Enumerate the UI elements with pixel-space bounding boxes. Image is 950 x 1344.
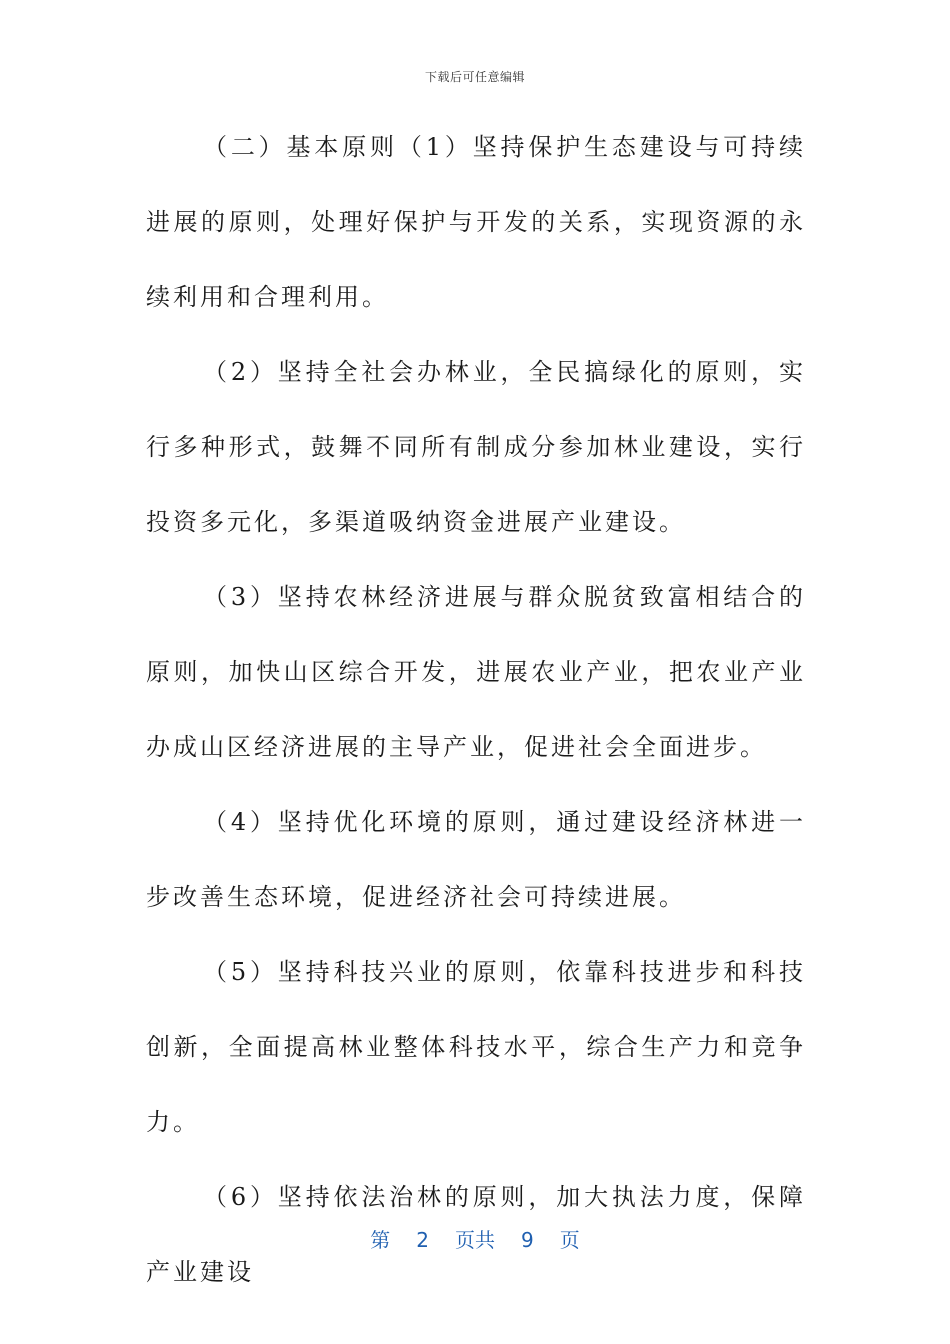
paragraph-principle-4: （4）坚持优化环境的原则，通过建设经济林进一步改善生态环境，促进经济社会可持续进展。	[146, 808, 806, 911]
page-suffix: 页	[559, 1228, 580, 1252]
header-note: 下载后可任意编辑	[424, 70, 525, 84]
page-middle: 页共	[455, 1228, 495, 1252]
paragraph-principle-5: （5）坚持科技兴业的原则，依靠科技进步和科技创新，全面提高林业整体科技水平，综合生产力和竞争力。	[146, 958, 806, 1136]
page-footer	[0, 1224, 950, 1253]
document-body	[146, 110, 806, 1310]
paragraph-principle-6: （6）坚持依法治林的原则，加大执法力度，保障产业建设	[146, 1183, 806, 1286]
paragraph-principle-2: （2）坚持全社会办林业，全民搞绿化的原则，实行多种形式，鼓舞不同所有制成分参加林业建设，实行投资多元化，多渠道吸纳资金进展产业建设。	[146, 358, 806, 536]
paragraph-principle-3: （3）坚持农林经济进展与群众脱贫致富相结合的原则，加快山区综合开发，进展农业产业，把农业产业办成山区经济进展的主导产业，促进社会全面进步。	[146, 583, 806, 761]
total-pages-number: 9	[521, 1228, 534, 1252]
paragraph-principles-intro: （二）基本原则（1）坚持保护生态建设与可持续进展的原则，处理好保护与开发的关系，实现资源的永续利用和合理利用。	[146, 133, 806, 311]
page-prefix: 第	[370, 1228, 391, 1252]
current-page-number: 2	[416, 1228, 429, 1252]
